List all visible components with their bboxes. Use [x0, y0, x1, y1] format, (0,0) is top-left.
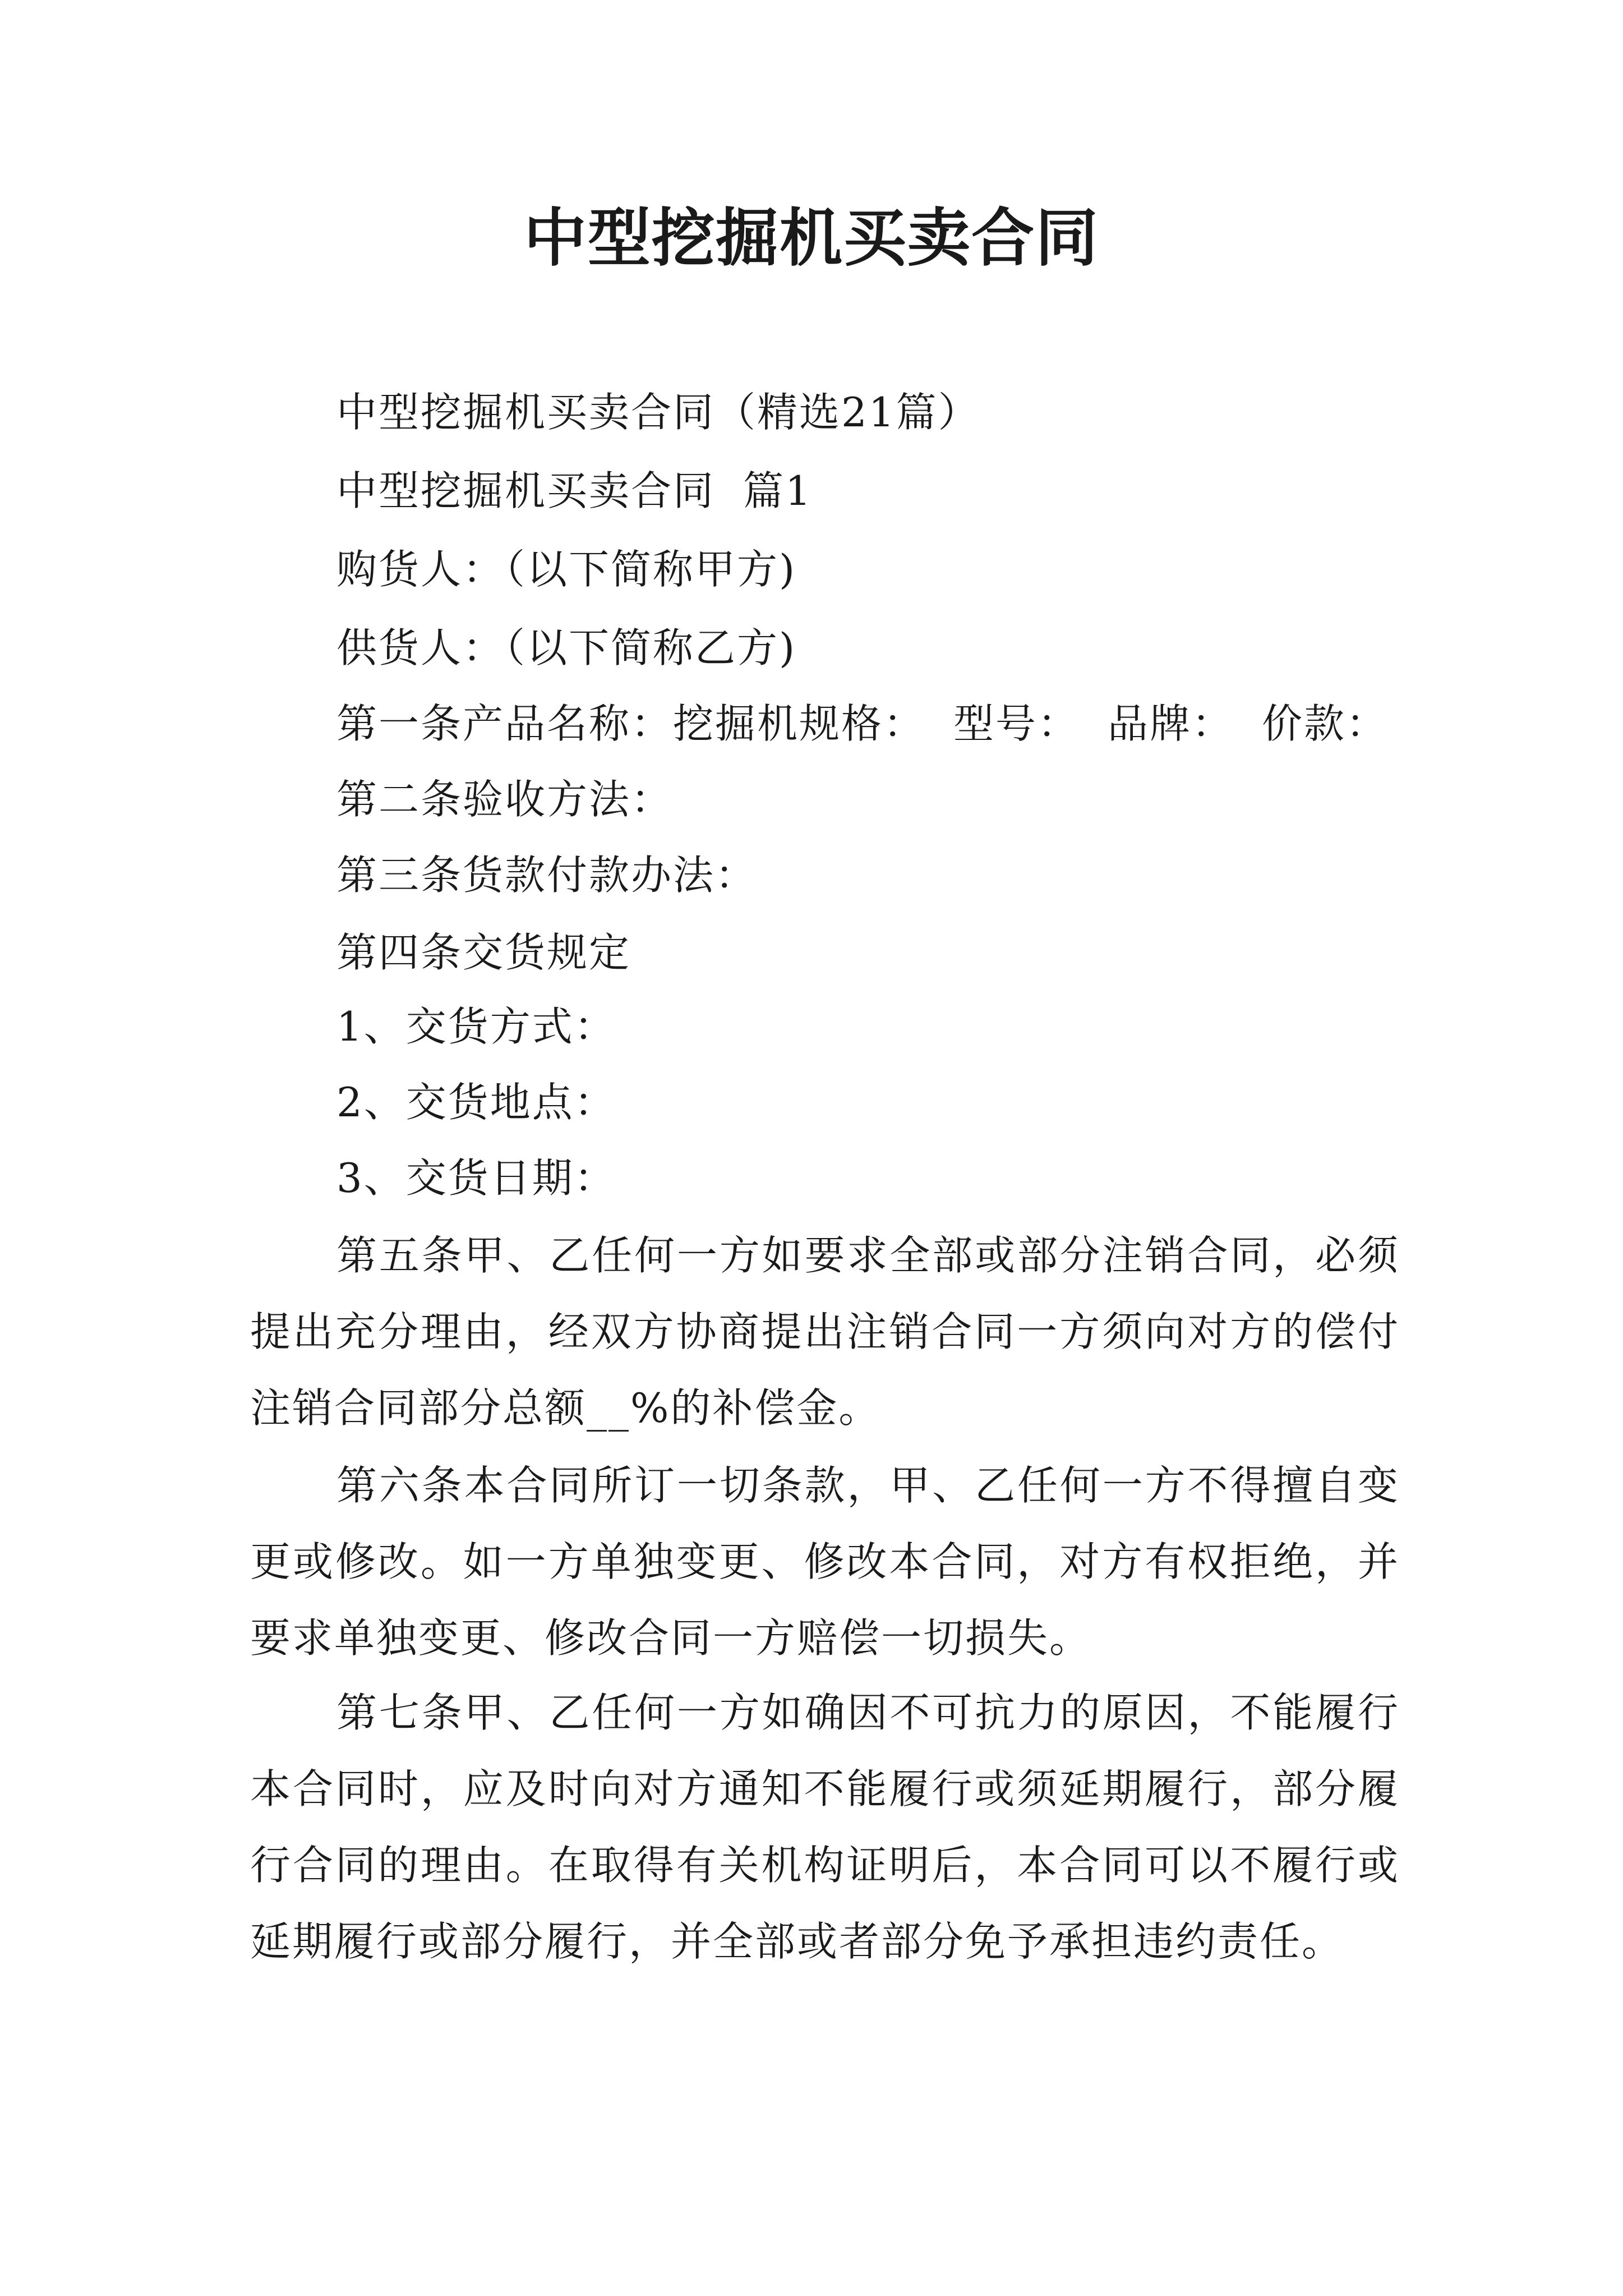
- intro-line: 中型挖掘机买卖合同（精选21篇）: [336, 389, 980, 436]
- article-5: 第五条甲、乙任何一方如要求全部或部分注销合同，必须提出充分理由，经双方协商提出注销合同一方须向对方的偿付注销合同部分总额__%的补偿金。: [250, 1232, 1400, 1432]
- article-2: 第二条验收方法：: [336, 776, 674, 823]
- delivery-date: 3、交货日期：: [336, 1154, 616, 1202]
- article-1: [336, 696, 1388, 752]
- buyer-line: 购货人：（以下简称甲方): [336, 546, 797, 593]
- section-heading: [336, 463, 813, 519]
- delivery-place: 2、交货地点：: [336, 1079, 616, 1126]
- article-1-price: 价款：: [1262, 700, 1389, 747]
- article-7: 第七条甲、乙任何一方如确因不可抗力的原因，不能履行本合同时，应及时向对方通知不能履行或须延期履行，部分履行合同的理由。在取得有关机构证明后，本合同可以不履行或延期履行或部分履行，并全部或者部分免予承担违约责任。: [250, 1689, 1400, 1965]
- section-heading-text: 中型挖掘机买卖合同: [336, 467, 716, 514]
- article-1-text: 第一条产品名称：挖掘机规格：: [336, 700, 926, 747]
- article-6: 第六条本合同所订一切条款，甲、乙任何一方不得擅自变更或修改。如一方单独变更、修改本合同，对方有权拒绝，并要求单独变更、修改合同一方赔偿一切损失。: [250, 1462, 1400, 1662]
- article-3: 第三条货款付款办法：: [336, 852, 758, 899]
- seller-line: 供货人：（以下简称乙方): [336, 624, 797, 671]
- document-title: 中型挖掘机买卖合同: [524, 201, 1099, 275]
- article-1-brand: 品牌：: [1108, 700, 1234, 747]
- delivery-method: 1、交货方式：: [336, 1003, 616, 1050]
- article-1-model: 型号：: [953, 700, 1080, 747]
- section-number: 篇1: [743, 467, 813, 514]
- article-4: 第四条交货规定: [336, 929, 631, 976]
